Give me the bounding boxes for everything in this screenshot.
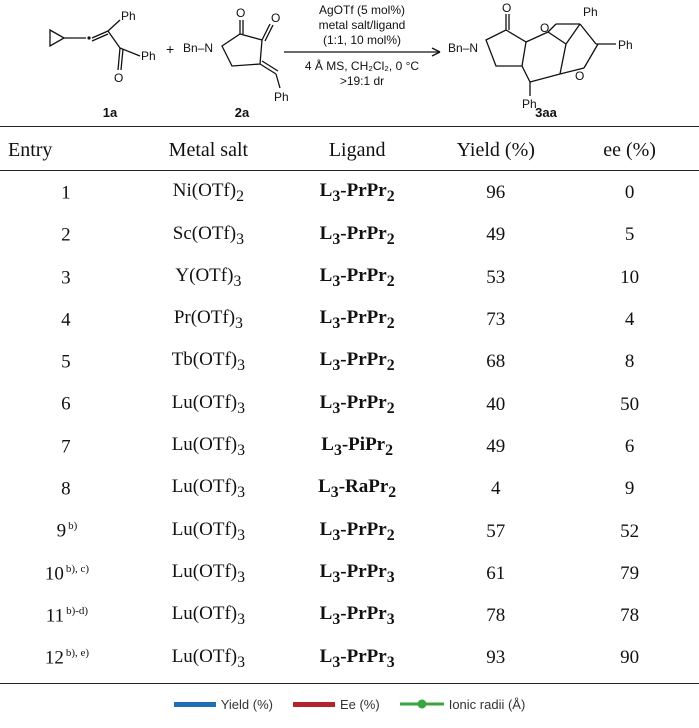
metal-salt-cell (134, 214, 283, 256)
yield-cell: 73 (486, 309, 506, 331)
ligand-subscript-2: 2 (386, 399, 395, 417)
metal-salt-subscript: 3 (236, 230, 244, 248)
yield-cell: 49 (486, 435, 506, 457)
entry-cell (0, 214, 134, 256)
ee-cell: 79 (620, 562, 640, 584)
legend-line-marker-icon (400, 698, 444, 710)
table-body (0, 172, 699, 680)
ligand-name: -PrPr (340, 603, 387, 625)
ligand-subscript-2: 2 (386, 272, 395, 290)
atom-ph: Ph (618, 38, 633, 52)
entry-number: 5 (61, 351, 71, 373)
metal-salt-cell (134, 468, 283, 510)
ee-cell: 78 (620, 605, 640, 627)
metal-salt-subscript: 3 (237, 611, 246, 629)
entry-cell (0, 341, 134, 383)
bottom-rule (0, 683, 699, 684)
yield-cell: 4 (491, 478, 501, 500)
metal-salt-subscript: 3 (237, 484, 246, 502)
atom-ph: Ph (274, 90, 289, 104)
reagent-line-1: AgOTf (5 mol%) (318, 3, 406, 17)
ligand-letter: L (319, 222, 333, 244)
entry-number: 2 (61, 224, 71, 246)
atom-bn-n: Bn–N (448, 41, 479, 55)
metal-salt-cell (134, 510, 283, 552)
top-rule (0, 126, 699, 127)
metal-salt-subscript: 2 (236, 188, 244, 206)
ligand-subscript-2: 2 (388, 484, 397, 502)
table-row (0, 426, 699, 468)
ligand-name: -PrPr (340, 349, 387, 371)
plus-sign: + (166, 41, 175, 57)
yield-cell: 49 (486, 224, 506, 246)
metal-salt-cell (134, 637, 283, 679)
metal-salt-subscript: 3 (235, 314, 243, 332)
ligand-subscript-1: 3 (332, 611, 341, 629)
legend (0, 692, 699, 716)
metal-salt-formula: Sc(OTf) (172, 222, 237, 244)
entry-number: 3 (61, 266, 71, 288)
ligand-letter: L (319, 603, 333, 625)
metal-salt-subscript: 3 (237, 653, 246, 671)
pyrrolidine-ring (222, 34, 262, 66)
ligand-cell (283, 383, 431, 425)
ligand-letter: L (319, 645, 333, 667)
entry-number: 12 (44, 647, 64, 669)
metal-salt-formula: Lu(OTf) (171, 645, 238, 667)
metal-salt-formula: Lu(OTf) (171, 518, 238, 540)
metal-salt-cell (134, 595, 283, 637)
ligand-cell (283, 553, 431, 595)
condition-line-1: 4 Å MS, CH₂Cl₂, 0 °C (304, 59, 420, 73)
entry-cell (0, 426, 134, 468)
ligand-cell (283, 510, 431, 552)
ligand-subscript-2: 2 (386, 357, 395, 375)
atom-o: O (575, 69, 585, 83)
metal-salt-cell (134, 426, 283, 468)
metal-salt-formula: Lu(OTf) (171, 391, 238, 413)
entry-footnote: b), e) (65, 647, 90, 660)
metal-salt-subscript: 3 (237, 568, 246, 586)
ligand-subscript-2: 3 (386, 568, 395, 586)
ligand-name: -PrPr (340, 264, 387, 286)
ligand-name: -PrPr (340, 645, 387, 667)
legend-label: Ee (%) (339, 696, 380, 712)
entry-footnote: b) (68, 520, 78, 533)
entry-cell (0, 172, 134, 214)
atom-ph: Ph (141, 49, 156, 63)
reagent-line-3: (1:1, 10 mol%) (322, 33, 402, 47)
entry-cell (0, 553, 134, 595)
cyclopropane-ring (50, 30, 64, 46)
header-ligand: Ligand (328, 138, 386, 161)
metal-salt-formula: Y(OTf) (175, 264, 234, 286)
reaction-scheme (0, 0, 699, 125)
entry-number: 9 (56, 520, 67, 542)
table-row (0, 383, 699, 425)
atom-ph: Ph (583, 5, 598, 19)
entry-number: 7 (61, 436, 71, 458)
header-ee: ee (%) (603, 138, 656, 161)
product-lactam-ring (486, 30, 526, 66)
table-row (0, 257, 699, 299)
yield-cell: 61 (486, 562, 506, 584)
legend-swatch-icon (293, 702, 335, 707)
ligand-subscript-2: 2 (385, 441, 394, 459)
ligand-name: -PrPr (340, 222, 387, 244)
condition-line-2: >19:1 dr (339, 74, 385, 88)
legend-item (174, 697, 273, 712)
ligand-subscript-2: 3 (386, 611, 395, 629)
ee-cell: 9 (624, 478, 635, 500)
table-row (0, 468, 699, 510)
ee-cell: 4 (624, 309, 635, 331)
ligand-subscript-2: 2 (386, 526, 395, 544)
entry-cell (0, 257, 134, 299)
legend-item (400, 697, 526, 712)
ligand-subscript-1: 3 (332, 568, 341, 586)
header-entry: Entry (8, 138, 53, 161)
yield-cell: 57 (486, 520, 506, 542)
entry-cell (0, 637, 134, 679)
header-row (0, 128, 699, 172)
metal-salt-cell (134, 383, 283, 425)
header-rule (0, 170, 699, 171)
entry-footnote: b)-d) (66, 604, 89, 617)
yield-cell: 53 (486, 266, 506, 288)
yield-cell: 93 (486, 647, 506, 669)
ligand-cell (283, 637, 431, 679)
ligand-subscript-1: 3 (333, 441, 342, 459)
header-metal-salt: Metal salt (168, 138, 249, 161)
metal-salt-formula: Tb(OTf) (171, 349, 238, 371)
metal-salt-subscript: 3 (237, 441, 246, 459)
ligand-subscript-1: 3 (330, 484, 339, 502)
legend-label: Yield (%) (220, 696, 273, 712)
metal-salt-cell (134, 172, 283, 214)
table-row (0, 299, 699, 341)
yield-cell: 40 (486, 393, 506, 415)
atom-ph: Ph (121, 9, 136, 23)
entry-number: 8 (61, 478, 71, 500)
ligand-cell (283, 172, 431, 214)
entry-number: 11 (45, 605, 65, 627)
entry-cell (0, 299, 134, 341)
ligand-subscript-2: 2 (386, 230, 395, 248)
ligand-letter: L (321, 434, 334, 456)
atom-o: O (271, 11, 281, 25)
atom-o: O (236, 6, 246, 20)
ligand-name: -RaPr (338, 476, 389, 498)
table-row (0, 595, 699, 637)
ligand-cell (283, 214, 431, 256)
ligand-letter: L (319, 264, 333, 286)
compound-label-2a: 2a (234, 105, 250, 120)
legend-item (293, 697, 380, 712)
metal-salt-formula: Lu(OTf) (171, 434, 238, 456)
header-yield: Yield (%) (456, 138, 535, 161)
optimization-table (0, 128, 699, 680)
yield-cell: 68 (486, 351, 506, 373)
legend-label: Ionic radii (Å) (448, 696, 526, 712)
ligand-cell (283, 341, 431, 383)
ligand-name: -PrPr (340, 560, 387, 582)
ligand-name: -PrPr (340, 391, 387, 413)
metal-salt-subscript: 3 (237, 526, 246, 544)
ligand-subscript-1: 3 (332, 357, 341, 375)
ligand-subscript-1: 3 (332, 399, 341, 417)
atom-bn-n: Bn–N (183, 41, 214, 55)
ee-cell: 50 (620, 393, 640, 415)
ee-cell: 52 (620, 520, 640, 542)
metal-salt-cell (134, 299, 283, 341)
ligand-letter: L (319, 518, 333, 540)
ligand-name: -PiPr (341, 434, 386, 456)
legend-swatch-icon (174, 702, 216, 707)
compound-label-1a: 1a (102, 105, 118, 120)
ligand-cell (283, 595, 431, 637)
table-row (0, 172, 699, 214)
ee-cell: 0 (624, 182, 635, 204)
entry-cell (0, 510, 134, 552)
ligand-letter: L (319, 307, 333, 329)
metal-salt-formula: Ni(OTf) (172, 180, 237, 202)
ligand-letter: L (319, 391, 333, 413)
metal-salt-subscript: 3 (237, 399, 246, 417)
ligand-letter: L (319, 180, 333, 202)
ee-cell: 5 (624, 224, 635, 246)
yield-cell: 78 (486, 605, 506, 627)
yield-cell: 96 (486, 182, 506, 204)
ligand-subscript-1: 3 (332, 526, 341, 544)
entry-number: 1 (61, 182, 71, 204)
entry-number: 6 (61, 393, 71, 415)
atom-o: O (540, 21, 550, 35)
entry-number: 4 (61, 309, 71, 331)
entry-cell (0, 595, 134, 637)
ee-cell: 8 (624, 351, 635, 373)
ligand-subscript-2: 2 (386, 188, 395, 206)
metal-salt-cell (134, 341, 283, 383)
ligand-cell (283, 426, 431, 468)
ligand-subscript-1: 3 (332, 653, 341, 671)
metal-salt-formula: Lu(OTf) (171, 603, 238, 625)
ligand-name: -PrPr (340, 518, 387, 540)
ligand-name: -PrPr (340, 180, 387, 202)
ligand-cell (283, 468, 431, 510)
table-row (0, 510, 699, 552)
entry-number: 10 (44, 562, 64, 584)
ligand-letter: L (318, 476, 331, 498)
metal-salt-cell (134, 553, 283, 595)
ee-cell: 90 (620, 647, 640, 669)
ee-cell: 10 (620, 266, 640, 288)
metal-salt-cell (134, 257, 283, 299)
metal-salt-subscript: 3 (237, 357, 246, 375)
table-row (0, 341, 699, 383)
atom-ph: Ph (522, 97, 537, 111)
ligand-cell (283, 257, 431, 299)
atom-o: O (114, 71, 124, 85)
metal-salt-formula: Lu(OTf) (171, 476, 238, 498)
ligand-subscript-1: 3 (332, 314, 341, 332)
reagent-line-2: metal salt/ligand (318, 18, 406, 32)
ee-cell: 6 (624, 435, 635, 457)
ligand-subscript-2: 3 (386, 653, 395, 671)
ligand-subscript-1: 3 (332, 272, 341, 290)
metal-salt-formula: Pr(OTf) (173, 307, 236, 329)
ligand-letter: L (319, 349, 333, 371)
entry-cell (0, 383, 134, 425)
entry-footnote: b), c) (65, 562, 90, 575)
table-row (0, 553, 699, 595)
metal-salt-formula: Lu(OTf) (171, 560, 238, 582)
atom-o: O (502, 1, 512, 15)
ligand-subscript-1: 3 (332, 188, 341, 206)
ligand-subscript-2: 2 (386, 314, 395, 332)
compound-label-3aa: 3aa (535, 105, 557, 120)
ligand-cell (283, 299, 431, 341)
ligand-letter: L (319, 560, 333, 582)
metal-salt-subscript: 3 (233, 272, 242, 290)
table-row (0, 214, 699, 256)
table-row (0, 637, 699, 679)
entry-cell (0, 468, 134, 510)
ligand-name: -PrPr (340, 307, 387, 329)
ligand-subscript-1: 3 (332, 230, 341, 248)
